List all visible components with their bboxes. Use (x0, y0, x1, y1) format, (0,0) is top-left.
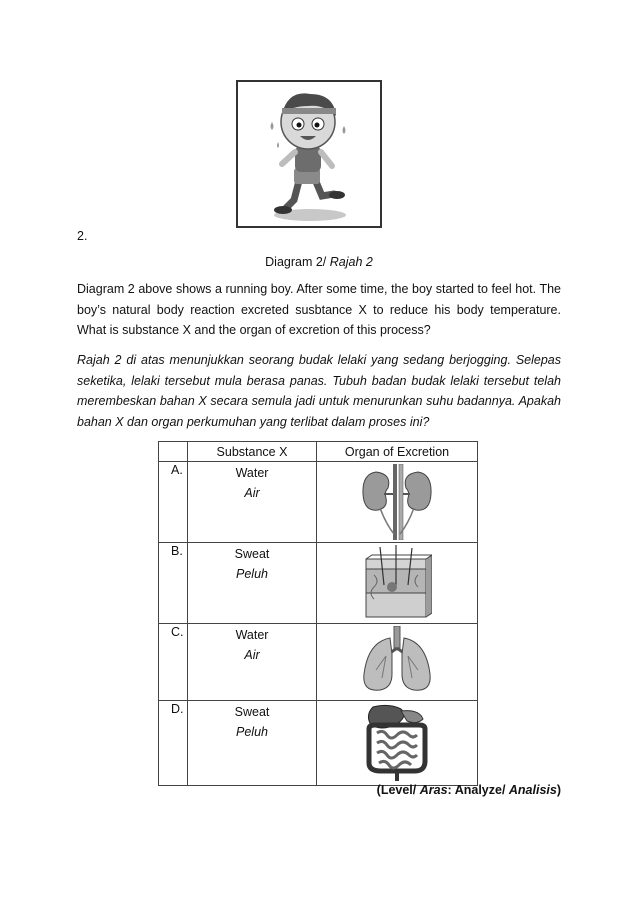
level-aras: Aras (419, 783, 448, 797)
caption-en: Diagram 2/ (265, 255, 330, 269)
diagram-caption (0, 255, 638, 269)
level-close: ) (556, 783, 561, 797)
question-text-malay: Rajah 2 di atas menunjukkan seorang budak lelaki yang sedang berjogging. Selepas seketika, lelaki tersebut mula berasa panas. Tubuh badan budak lelaki tersebut telah merembeskan bahan X secara semula jadi untuk menurunkan suhu badannya. Apakah bahan X dan organ perkumuhan yang terlibat dalam proses ini? (77, 353, 561, 429)
substance-en: Sweat (234, 705, 270, 719)
option-organ (317, 624, 478, 701)
substance-en: Water (235, 466, 269, 480)
substance-ms: Peluh (236, 567, 268, 581)
table-row (159, 462, 478, 543)
question-text-english: Diagram 2 above shows a running boy. After some time, the boy started to feel hot. The boy’s natural body reaction excreted susbtance X to reduce his body temperature. What is substance X and the organ of excretion of this process? (77, 282, 561, 337)
option-organ (317, 462, 478, 543)
option-letter: C. (159, 624, 188, 701)
running-boy-icon (238, 82, 380, 226)
table-header-row (159, 442, 478, 462)
answer-options-table (158, 441, 478, 786)
table-row (159, 543, 478, 624)
option-organ (317, 701, 478, 786)
substance-en: Sweat (234, 547, 270, 561)
option-letter: A. (159, 462, 188, 543)
level-analisis: Analisis (508, 783, 557, 797)
header-empty (159, 442, 188, 462)
option-substance (188, 624, 317, 701)
option-letter: B. (159, 543, 188, 624)
table-row (159, 624, 478, 701)
option-substance (188, 543, 317, 624)
level-open: (Level/ (376, 783, 420, 797)
substance-ms: Air (244, 486, 260, 500)
option-substance (188, 701, 317, 786)
running-boy-figure (236, 80, 382, 228)
caption-ms: Rajah 2 (329, 255, 373, 269)
intestine-icon (361, 703, 433, 783)
kidney-icon (358, 464, 436, 540)
option-substance (188, 462, 317, 543)
cognitive-level (377, 783, 561, 797)
option-letter: D. (159, 701, 188, 786)
substance-ms: Air (244, 648, 260, 662)
skin-icon (362, 545, 432, 621)
substance-ms: Peluh (236, 725, 268, 739)
question-number: 2. (77, 229, 88, 243)
table-row (159, 701, 478, 786)
option-organ (317, 543, 478, 624)
header-organ: Organ of Excretion (317, 442, 478, 462)
level-mid: : Analyze/ (447, 783, 509, 797)
header-substance: Substance X (188, 442, 317, 462)
lungs-icon (360, 626, 434, 696)
substance-en: Water (235, 628, 269, 642)
